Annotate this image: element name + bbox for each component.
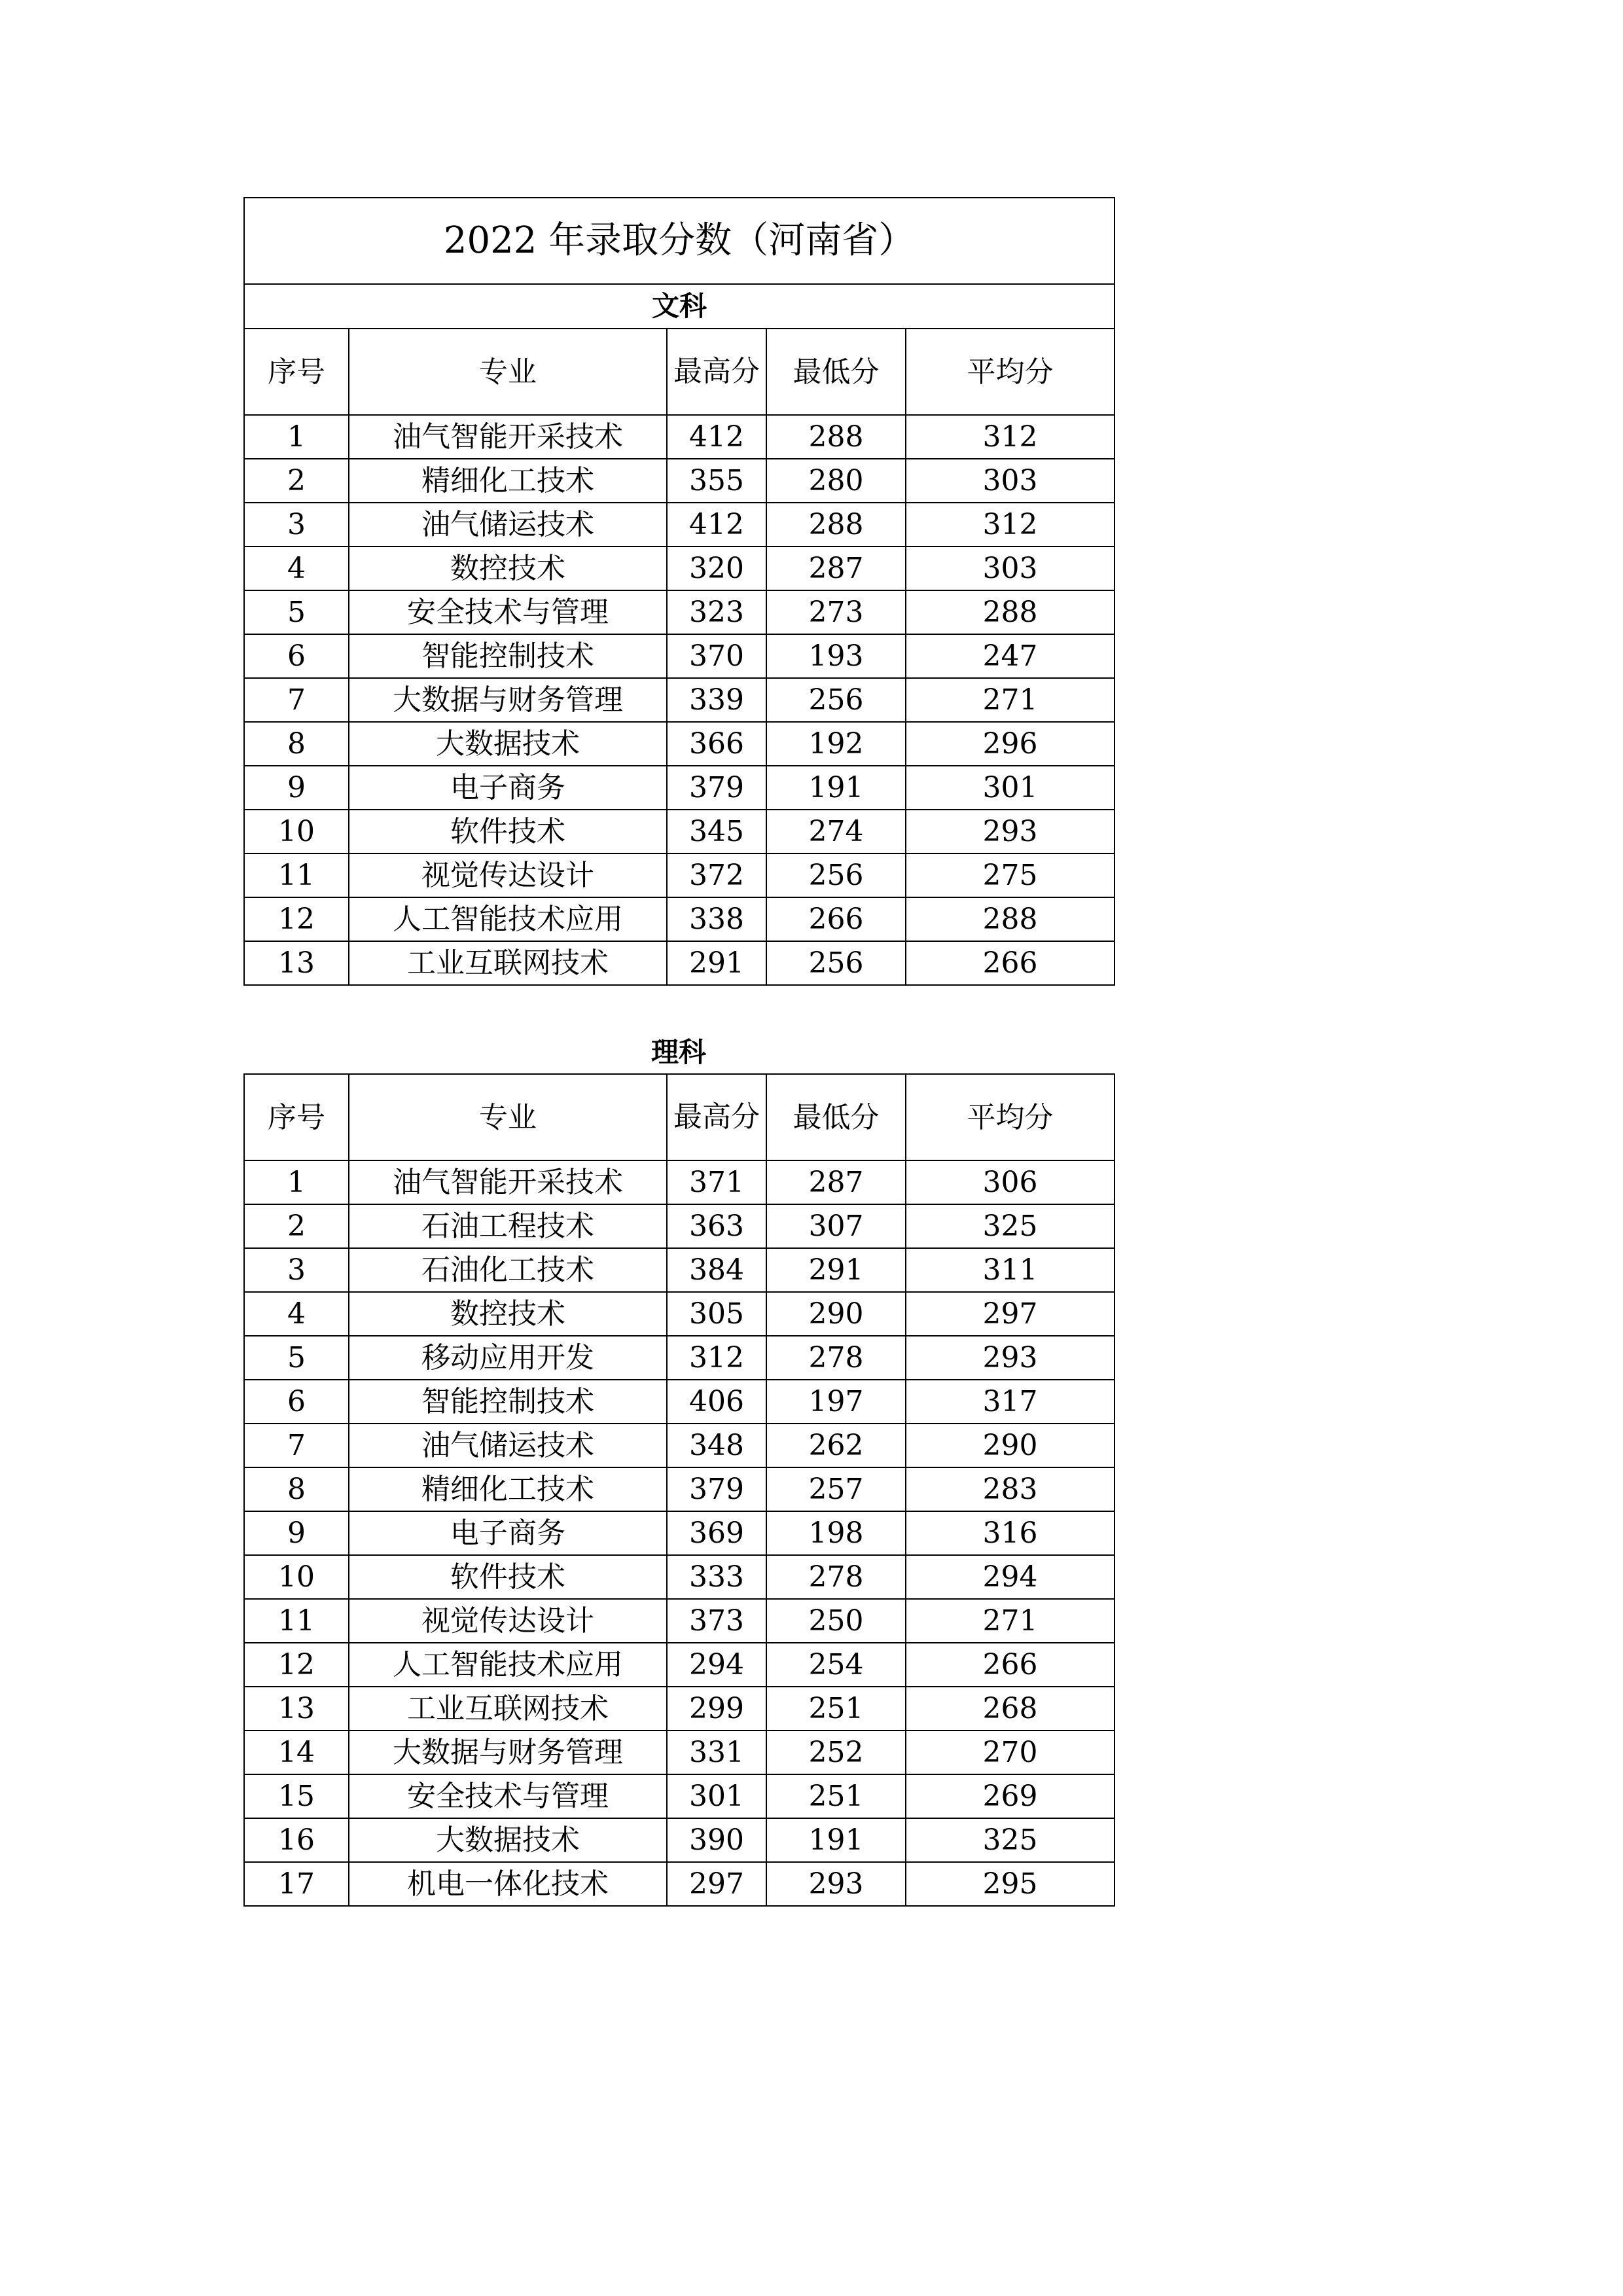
cell-index: 5 — [244, 590, 349, 634]
cell-index: 4 — [244, 1292, 349, 1336]
table-row — [244, 547, 1115, 590]
table-row — [244, 590, 1115, 634]
cell-avg: 312 — [906, 415, 1115, 459]
table-row — [244, 1160, 1115, 1204]
cell-major: 视觉传达设计 — [349, 853, 667, 897]
table-row — [244, 459, 1115, 503]
cell-min: 256 — [766, 853, 906, 897]
cell-major: 油气智能开采技术 — [349, 415, 667, 459]
cell-index: 9 — [244, 766, 349, 810]
cell-min: 273 — [766, 590, 906, 634]
cell-min: 193 — [766, 634, 906, 678]
cell-min: 278 — [766, 1336, 906, 1380]
page-title: 2022 年录取分数（河南省） — [244, 198, 1115, 284]
cell-max: 297 — [667, 1862, 766, 1906]
science-score-table — [243, 1073, 1115, 1907]
cell-avg: 317 — [906, 1380, 1115, 1424]
cell-min: 191 — [766, 1818, 906, 1862]
cell-max: 369 — [667, 1511, 766, 1555]
section-title-arts: 文科 — [244, 284, 1115, 329]
cell-avg: 325 — [906, 1204, 1115, 1248]
cell-max: 366 — [667, 722, 766, 766]
header-index: 序号 — [244, 329, 349, 415]
cell-major: 油气储运技术 — [349, 1424, 667, 1467]
cell-min: 293 — [766, 1862, 906, 1906]
cell-major: 精细化工技术 — [349, 459, 667, 503]
cell-major: 大数据与财务管理 — [349, 678, 667, 722]
cell-max: 390 — [667, 1818, 766, 1862]
cell-max: 333 — [667, 1555, 766, 1599]
cell-avg: 271 — [906, 678, 1115, 722]
cell-min: 254 — [766, 1643, 906, 1687]
cell-min: 287 — [766, 547, 906, 590]
cell-min: 287 — [766, 1160, 906, 1204]
document-page — [243, 197, 1114, 1907]
cell-avg: 275 — [906, 853, 1115, 897]
cell-max: 323 — [667, 590, 766, 634]
table-row — [244, 678, 1115, 722]
table-gap — [243, 986, 1114, 1031]
cell-min: 256 — [766, 941, 906, 985]
cell-major: 移动应用开发 — [349, 1336, 667, 1380]
cell-max: 406 — [667, 1380, 766, 1424]
cell-max: 355 — [667, 459, 766, 503]
cell-avg: 303 — [906, 459, 1115, 503]
cell-max: 379 — [667, 1467, 766, 1511]
cell-max: 371 — [667, 1160, 766, 1204]
cell-max: 384 — [667, 1248, 766, 1292]
cell-min: 274 — [766, 810, 906, 853]
cell-index: 11 — [244, 1599, 349, 1643]
cell-max: 291 — [667, 941, 766, 985]
cell-index: 10 — [244, 810, 349, 853]
cell-min: 278 — [766, 1555, 906, 1599]
cell-index: 11 — [244, 853, 349, 897]
cell-major: 石油化工技术 — [349, 1248, 667, 1292]
cell-max: 345 — [667, 810, 766, 853]
cell-major: 电子商务 — [349, 1511, 667, 1555]
cell-min: 256 — [766, 678, 906, 722]
table-row — [244, 722, 1115, 766]
cell-index: 6 — [244, 1380, 349, 1424]
header-major: 专业 — [349, 1074, 667, 1160]
cell-major: 安全技术与管理 — [349, 590, 667, 634]
cell-max: 312 — [667, 1336, 766, 1380]
header-major: 专业 — [349, 329, 667, 415]
cell-max: 373 — [667, 1599, 766, 1643]
cell-major: 石油工程技术 — [349, 1204, 667, 1248]
header-index: 序号 — [244, 1074, 349, 1160]
cell-max: 305 — [667, 1292, 766, 1336]
cell-max: 294 — [667, 1643, 766, 1687]
table-row — [244, 941, 1115, 985]
header-max: 最高分 — [667, 1074, 766, 1160]
cell-major: 智能控制技术 — [349, 1380, 667, 1424]
cell-index: 1 — [244, 1160, 349, 1204]
cell-index: 8 — [244, 1467, 349, 1511]
cell-major: 软件技术 — [349, 810, 667, 853]
table-row — [244, 897, 1115, 941]
cell-index: 6 — [244, 634, 349, 678]
cell-index: 16 — [244, 1818, 349, 1862]
cell-max: 299 — [667, 1687, 766, 1731]
cell-avg: 270 — [906, 1731, 1115, 1774]
cell-min: 191 — [766, 766, 906, 810]
cell-index: 12 — [244, 897, 349, 941]
header-avg: 平均分 — [906, 329, 1115, 415]
cell-major: 工业互联网技术 — [349, 941, 667, 985]
cell-index: 12 — [244, 1643, 349, 1687]
cell-max: 301 — [667, 1774, 766, 1818]
cell-avg: 297 — [906, 1292, 1115, 1336]
header-min: 最低分 — [766, 329, 906, 415]
cell-major: 油气智能开采技术 — [349, 1160, 667, 1204]
cell-max: 372 — [667, 853, 766, 897]
table-row — [244, 1818, 1115, 1862]
cell-max: 320 — [667, 547, 766, 590]
cell-max: 339 — [667, 678, 766, 722]
cell-index: 15 — [244, 1774, 349, 1818]
cell-avg: 316 — [906, 1511, 1115, 1555]
table-header-row — [244, 1074, 1115, 1160]
cell-avg: 294 — [906, 1555, 1115, 1599]
table-row — [244, 634, 1115, 678]
cell-min: 198 — [766, 1511, 906, 1555]
cell-min: 307 — [766, 1204, 906, 1248]
cell-avg: 269 — [906, 1774, 1115, 1818]
header-avg: 平均分 — [906, 1074, 1115, 1160]
cell-major: 软件技术 — [349, 1555, 667, 1599]
cell-major: 工业互联网技术 — [349, 1687, 667, 1731]
cell-min: 251 — [766, 1687, 906, 1731]
table-row — [244, 810, 1115, 853]
cell-index: 3 — [244, 1248, 349, 1292]
cell-major: 大数据技术 — [349, 722, 667, 766]
arts-score-table — [243, 197, 1115, 986]
section-title-science: 理科 — [651, 1036, 706, 1068]
cell-major: 数控技术 — [349, 1292, 667, 1336]
cell-index: 2 — [244, 459, 349, 503]
cell-min: 250 — [766, 1599, 906, 1643]
table-row — [244, 1774, 1115, 1818]
cell-avg: 301 — [906, 766, 1115, 810]
cell-avg: 306 — [906, 1160, 1115, 1204]
table-row — [244, 1467, 1115, 1511]
cell-index: 13 — [244, 1687, 349, 1731]
cell-major: 精细化工技术 — [349, 1467, 667, 1511]
table-row — [244, 1380, 1115, 1424]
cell-min: 288 — [766, 503, 906, 547]
table-row — [244, 1555, 1115, 1599]
cell-index: 9 — [244, 1511, 349, 1555]
table-row — [244, 766, 1115, 810]
cell-index: 3 — [244, 503, 349, 547]
cell-max: 331 — [667, 1731, 766, 1774]
header-max: 最高分 — [667, 329, 766, 415]
cell-avg: 296 — [906, 722, 1115, 766]
table-row — [244, 1731, 1115, 1774]
cell-major: 视觉传达设计 — [349, 1599, 667, 1643]
cell-min: 197 — [766, 1380, 906, 1424]
cell-max: 338 — [667, 897, 766, 941]
table-row — [244, 503, 1115, 547]
table-header-row — [244, 329, 1115, 415]
cell-index: 5 — [244, 1336, 349, 1380]
cell-max: 412 — [667, 503, 766, 547]
cell-avg: 288 — [906, 590, 1115, 634]
cell-avg: 303 — [906, 547, 1115, 590]
cell-avg: 288 — [906, 897, 1115, 941]
cell-index: 2 — [244, 1204, 349, 1248]
cell-avg: 325 — [906, 1818, 1115, 1862]
cell-max: 363 — [667, 1204, 766, 1248]
cell-major: 智能控制技术 — [349, 634, 667, 678]
cell-min: 288 — [766, 415, 906, 459]
cell-min: 252 — [766, 1731, 906, 1774]
table-row — [244, 1424, 1115, 1467]
cell-index: 4 — [244, 547, 349, 590]
cell-min: 291 — [766, 1248, 906, 1292]
cell-index: 1 — [244, 415, 349, 459]
table-row — [244, 1248, 1115, 1292]
cell-index: 10 — [244, 1555, 349, 1599]
cell-avg: 283 — [906, 1467, 1115, 1511]
cell-min: 266 — [766, 897, 906, 941]
table-row — [244, 1336, 1115, 1380]
table-row — [244, 1511, 1115, 1555]
table-row — [244, 1687, 1115, 1731]
table-row — [244, 415, 1115, 459]
cell-major: 大数据与财务管理 — [349, 1731, 667, 1774]
cell-major: 数控技术 — [349, 547, 667, 590]
cell-major: 电子商务 — [349, 766, 667, 810]
cell-index: 7 — [244, 678, 349, 722]
cell-max: 412 — [667, 415, 766, 459]
cell-index: 14 — [244, 1731, 349, 1774]
cell-min: 257 — [766, 1467, 906, 1511]
cell-major: 安全技术与管理 — [349, 1774, 667, 1818]
cell-index: 13 — [244, 941, 349, 985]
cell-avg: 311 — [906, 1248, 1115, 1292]
cell-major: 油气储运技术 — [349, 503, 667, 547]
cell-max: 379 — [667, 766, 766, 810]
cell-avg: 266 — [906, 1643, 1115, 1687]
header-min: 最低分 — [766, 1074, 906, 1160]
table-row — [244, 853, 1115, 897]
table-row — [244, 1292, 1115, 1336]
cell-min: 262 — [766, 1424, 906, 1467]
cell-avg: 293 — [906, 1336, 1115, 1380]
cell-major: 人工智能技术应用 — [349, 1643, 667, 1687]
cell-index: 8 — [244, 722, 349, 766]
cell-index: 7 — [244, 1424, 349, 1467]
cell-avg: 271 — [906, 1599, 1115, 1643]
cell-min: 192 — [766, 722, 906, 766]
cell-avg: 290 — [906, 1424, 1115, 1467]
table-row — [244, 1862, 1115, 1906]
cell-min: 251 — [766, 1774, 906, 1818]
cell-avg: 266 — [906, 941, 1115, 985]
cell-major: 机电一体化技术 — [349, 1862, 667, 1906]
cell-index: 17 — [244, 1862, 349, 1906]
cell-avg: 247 — [906, 634, 1115, 678]
cell-avg: 293 — [906, 810, 1115, 853]
cell-avg: 312 — [906, 503, 1115, 547]
cell-min: 290 — [766, 1292, 906, 1336]
cell-major: 大数据技术 — [349, 1818, 667, 1862]
cell-min: 280 — [766, 459, 906, 503]
cell-max: 348 — [667, 1424, 766, 1467]
table-row — [244, 1599, 1115, 1643]
cell-avg: 268 — [906, 1687, 1115, 1731]
cell-avg: 295 — [906, 1862, 1115, 1906]
cell-max: 370 — [667, 634, 766, 678]
table-row — [244, 1643, 1115, 1687]
table-row — [244, 1204, 1115, 1248]
cell-major: 人工智能技术应用 — [349, 897, 667, 941]
